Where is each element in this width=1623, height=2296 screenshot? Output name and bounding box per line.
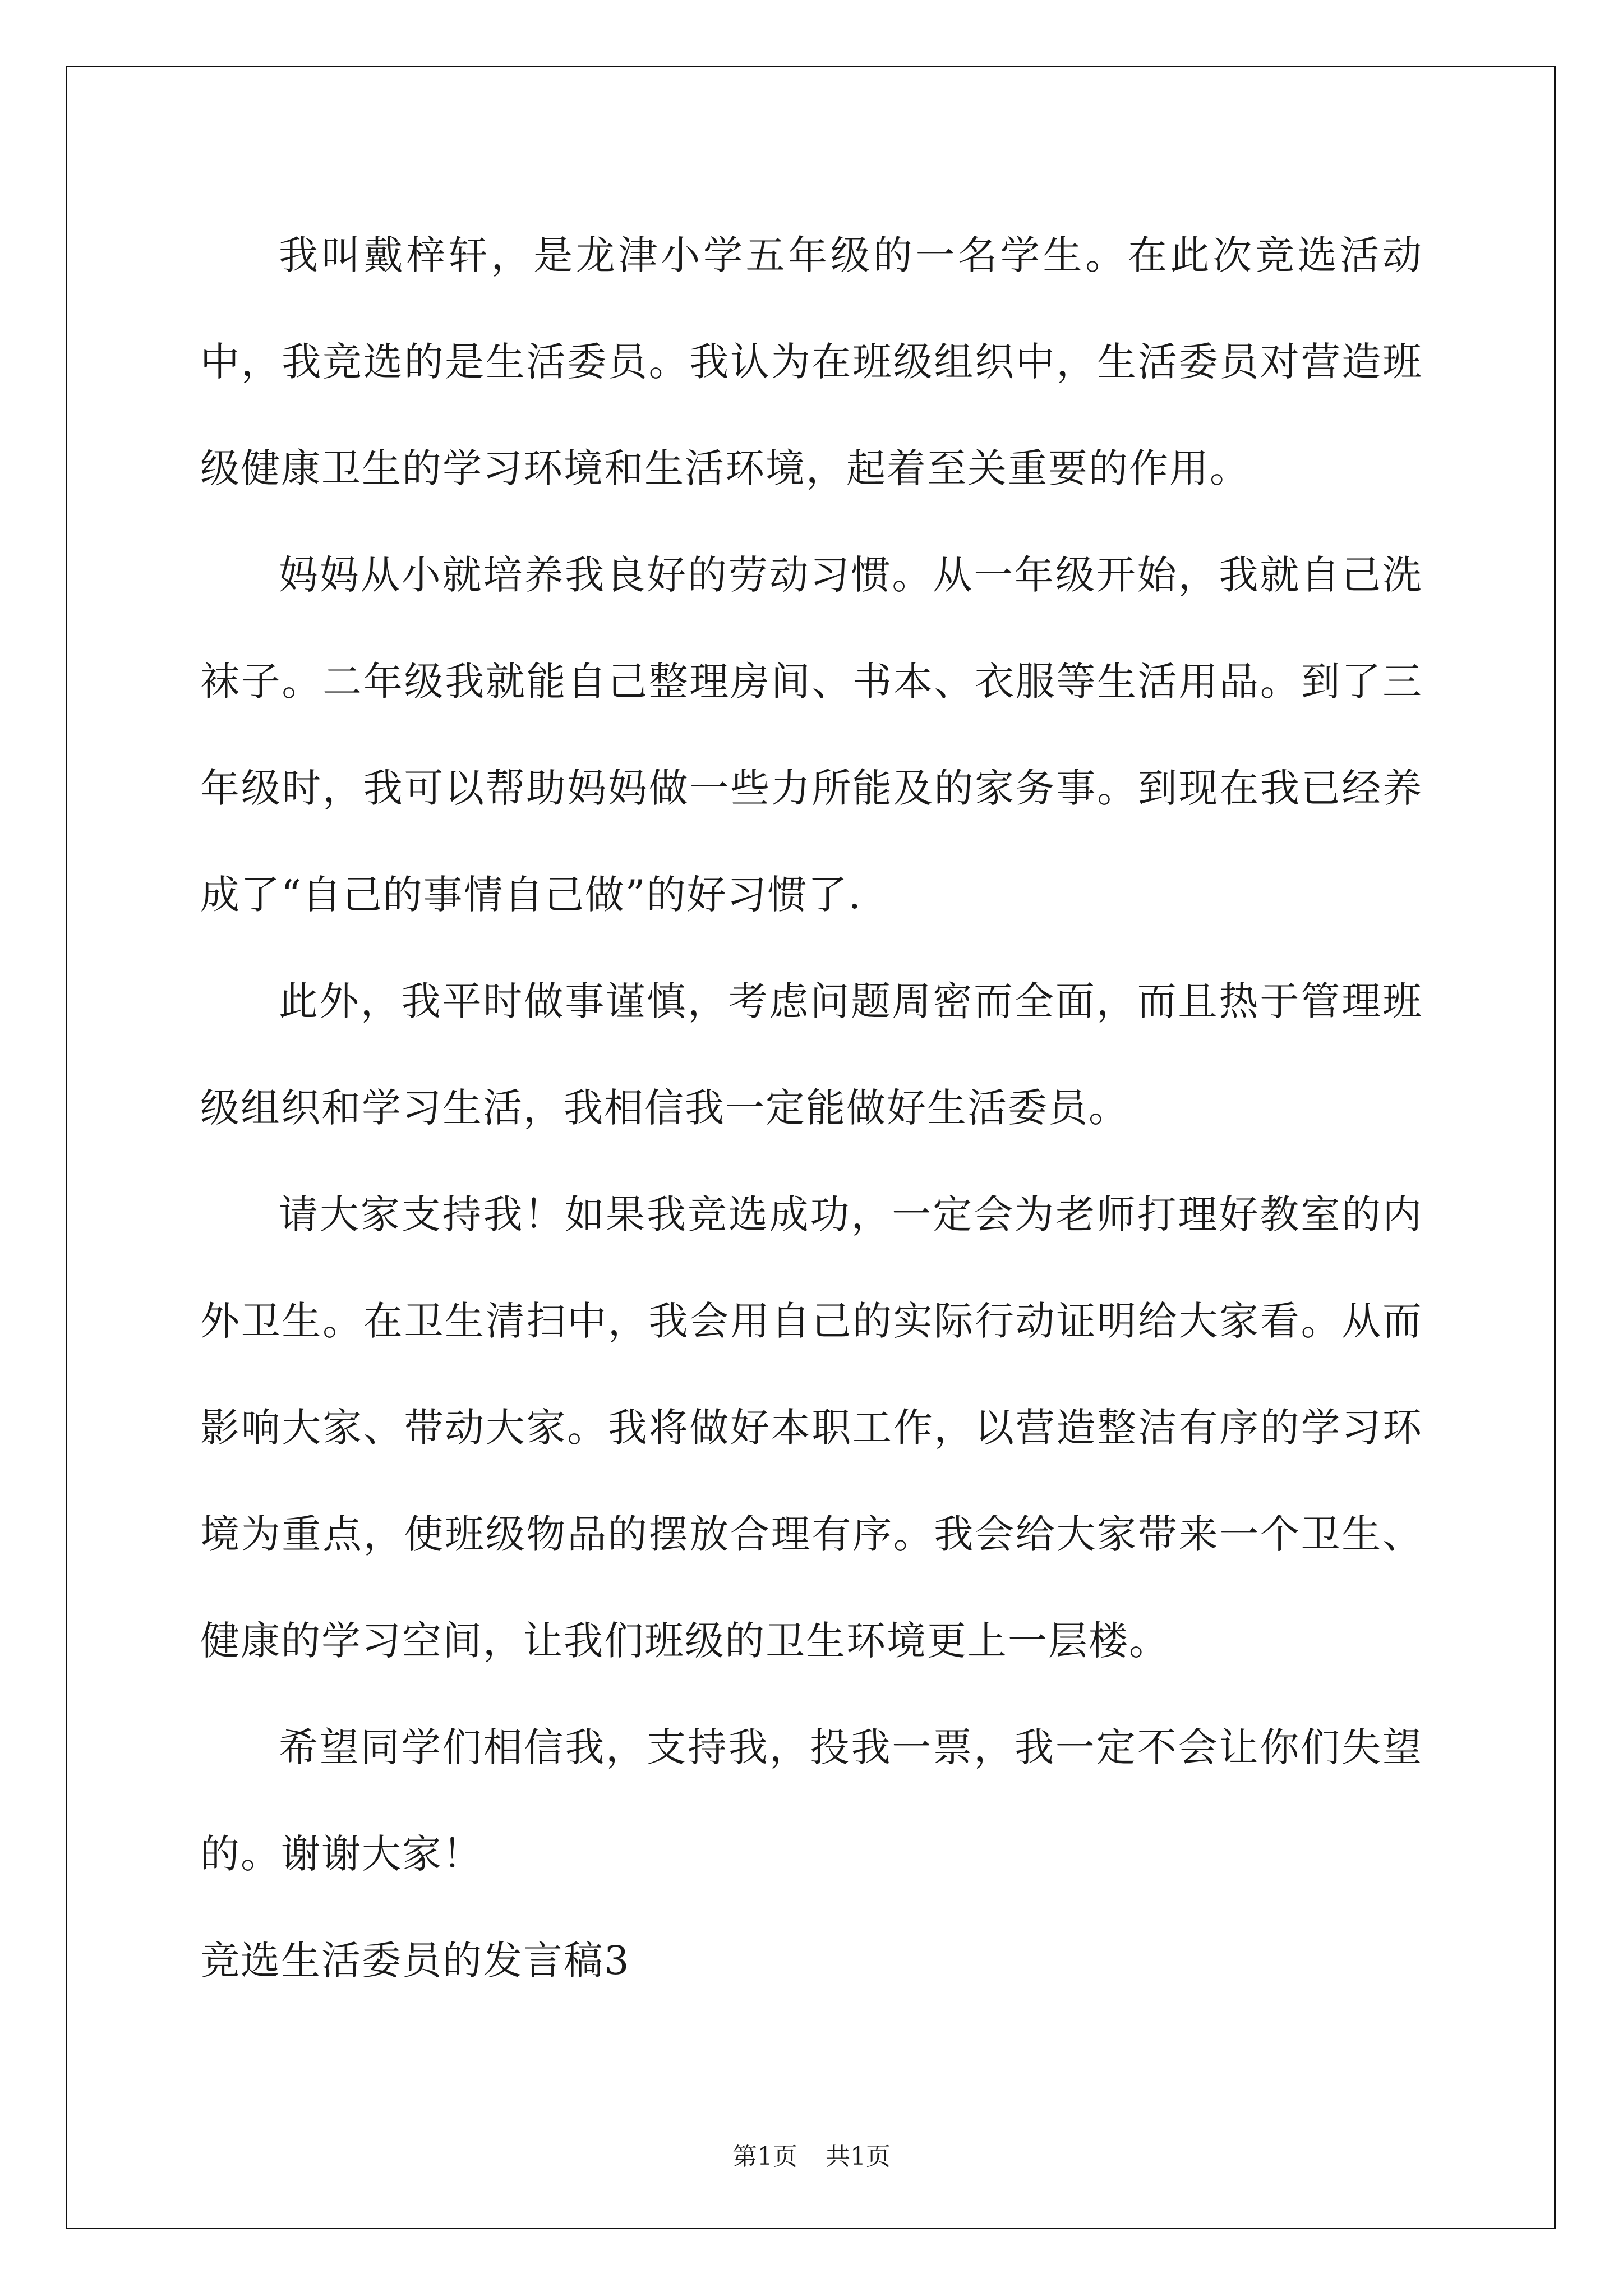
paragraph-closing: 希望同学们相信我，支持我，投我一票，我一定不会让你们失望的。谢谢大家！: [200, 1724, 1423, 1877]
page-footer: [0, 2136, 1623, 2172]
paragraph-promise: 请大家支持我！如果我竞选成功，一定会为老师打理好教室的内外卫生。在卫生清扫中，我会用自己的实际行动证明给大家看。从而影响大家、带动大家。我将做好本职工作，以营造整洁有序的学习环境为重点，使班级物品的摆放合理有序。我会给大家带来一个卫生、健康的学习空间，让我们班级的卫生环境更上一层楼。: [200, 1191, 1423, 1664]
page-total: 共1页: [826, 2142, 891, 2171]
section-heading: 竞选生活委员的发言稿3: [200, 1938, 630, 1984]
document-body: [200, 202, 1423, 2014]
page-current: 第1页: [732, 2142, 797, 2171]
paragraph-qualities: 此外，我平时做事谨慎，考虑问题周密而全面，而且热于管理班级组织和学习生活，我相信我一定能做好生活委员。: [200, 978, 1423, 1131]
paragraph-intro: 我叫戴梓轩，是龙津小学五年级的一名学生。在此次竞选活动中，我竞选的是生活委员。我认为在班级组织中，生活委员对营造班级健康卫生的学习环境和生活环境，起着至关重要的作用。: [200, 232, 1423, 491]
paragraph-habits: 妈妈从小就培养我良好的劳动习惯。从一年级开始，我就自己洗袜子。二年级我就能自己整理房间、书本、衣服等生活用品。到了三年级时，我可以帮助妈妈做一些力所能及的家务事。到现在我已经养成了“自己的事情自己做”的好习惯了.: [200, 552, 1423, 918]
